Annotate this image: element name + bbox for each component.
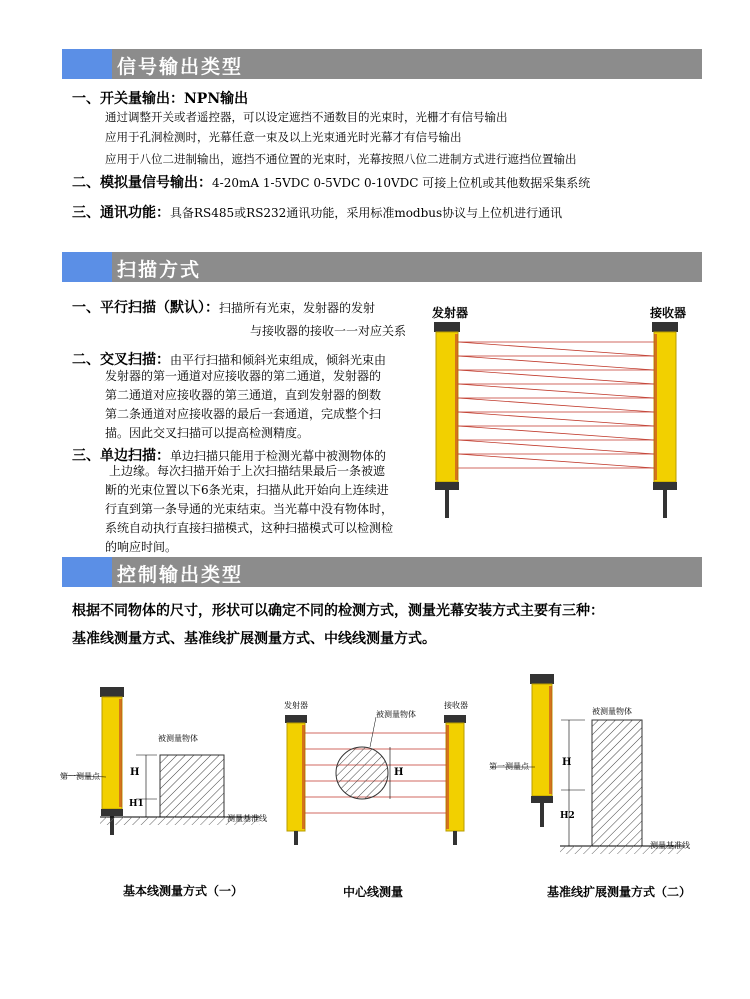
parallel-scan-heading: 一、平行扫描（默认）： — [72, 300, 219, 316]
section-title: 扫描方式 — [117, 259, 202, 281]
centerline-diagram — [280, 705, 480, 865]
receiver-label: 接收器 — [650, 306, 687, 320]
banner-accent — [62, 252, 112, 282]
section-banner-control-output — [62, 557, 702, 587]
section-title: 信号输出类型 — [117, 56, 244, 78]
h-label: H — [130, 767, 140, 778]
switch-output-line-2: 应用于孔洞检测时，光幕任意一束及以上光束通光时光幕才有信号输出 — [105, 130, 462, 144]
analog-output-row — [72, 172, 590, 192]
switch-output-heading: 一、开关量输出：NPN输出 — [72, 91, 249, 107]
h2-label: H2 — [560, 811, 575, 821]
scan-diagram — [425, 318, 705, 528]
first-measure-point-label: 第一测量点 — [489, 762, 529, 771]
single-scan-line-4: 行直到第一条导通的光束结束。当光幕中没有物体时， — [105, 502, 394, 516]
emitter-cap — [434, 322, 460, 332]
single-scan-body — [105, 462, 393, 557]
section-banner-signal-output — [62, 49, 702, 79]
object-label: 被测量物体 — [376, 710, 416, 719]
centerline-caption: 中心线测量 — [343, 885, 404, 899]
cross-scan-heading: 二、交叉扫描： — [72, 352, 170, 368]
extended-baseline-caption: 基准线扩展测量方式（二） — [547, 885, 692, 899]
receiver-cap — [652, 322, 678, 332]
object-label: 被测量物体 — [158, 734, 198, 743]
measured-object — [592, 720, 642, 846]
single-scan-line-6: 的响应时间。 — [105, 540, 178, 554]
intro-line-2: 基准线测量方式、基准线扩展测量方式、中线线测量方式。 — [72, 631, 436, 647]
emitter-base — [435, 482, 459, 490]
parallel-scan-row — [72, 297, 375, 317]
cross-scan-line-5: 描。因此交叉扫描可以提高检测精度。 — [105, 426, 310, 440]
comm-row — [72, 202, 562, 222]
comm-heading: 三、通讯功能： — [72, 205, 170, 221]
cross-scan-line-2: 发射器的第一通道对应接收器的第二通道，发射器的 — [105, 369, 382, 383]
cross-scan-line-3: 第二通道对应接收器的第三通道，直到发射器的倒数 — [105, 388, 382, 402]
baseline-label: 测量基准线 — [227, 814, 267, 823]
baseline-caption: 基本线测量方式（一） — [123, 884, 244, 898]
emitter-body — [436, 332, 458, 482]
intro-line-1: 根据不同物体的尺寸，形状可以确定不同的检测方式，测量光幕安装方式主要有三种： — [72, 603, 604, 619]
single-scan-line-1: 单边扫描只能用于检测光幕中被测物体的 — [170, 449, 387, 463]
cross-scan-line-1: 由平行扫描和倾斜光束组成，倾斜光束由 — [170, 353, 387, 367]
cross-scan-line-4: 第二条通道对应接收器的最后一套通道，完成整个扫 — [105, 407, 382, 421]
single-scan-line-3: 断的光束位置以下6条光束，扫描从此开始向上连续进 — [105, 483, 389, 497]
cross-scan-body — [105, 367, 381, 443]
analog-output-heading: 二、模拟量信号输出： — [72, 175, 212, 191]
comm-text: 具备RS485或RS232通讯功能，采用标准modbus协议与上位机进行通讯 — [170, 206, 563, 220]
h-label: H — [394, 767, 404, 778]
switch-output-line-3: 应用于八位二进制输出，遮挡不通位置的光束时，光幕按照八位二进制方式进行遮挡位置输出 — [105, 152, 577, 166]
measured-object — [160, 755, 224, 817]
parallel-scan-text: 扫描所有光束，发射器的发射 — [219, 301, 376, 315]
parallel-scan-text-2: 与接收器的接收一一对应关系 — [250, 324, 407, 338]
section-banner-scan-mode — [62, 252, 702, 282]
receiver-label: 接收器 — [444, 701, 468, 710]
first-measure-point-label: 第一测量点 — [60, 772, 100, 781]
switch-output-line-1: 通过调整开关或者遥控器，可以设定遮挡不通数目的光束时，光栅才有信号输出 — [105, 110, 508, 124]
emitter-label: 发射器 — [284, 701, 308, 710]
banner-accent — [62, 557, 112, 587]
receiver-base — [653, 482, 677, 490]
h1-label: H1 — [129, 799, 144, 809]
section-title: 控制输出类型 — [117, 564, 244, 586]
measured-object — [336, 747, 388, 799]
baseline-label: 测量基准线 — [650, 841, 690, 850]
single-scan-heading: 三、单边扫描： — [72, 448, 170, 464]
single-scan-line-5: 系统自动执行直接扫描模式，这种扫描模式可以检测检 — [105, 521, 394, 535]
light-beams — [458, 342, 654, 468]
single-scan-line-2: 上边缘。每次扫描开始于上次扫描结果最后一条被遮 — [109, 464, 386, 478]
cross-scan-row — [72, 349, 386, 369]
h-label: H — [562, 757, 572, 768]
receiver-body — [654, 332, 676, 482]
emitter-label: 发射器 — [432, 306, 469, 320]
banner-accent — [62, 49, 112, 79]
analog-output-text: 4-20mA 1-5VDC 0-5VDC 0-10VDC 可接上位机或其他数据采集系统 — [212, 176, 591, 190]
object-label: 被测量物体 — [592, 707, 632, 716]
